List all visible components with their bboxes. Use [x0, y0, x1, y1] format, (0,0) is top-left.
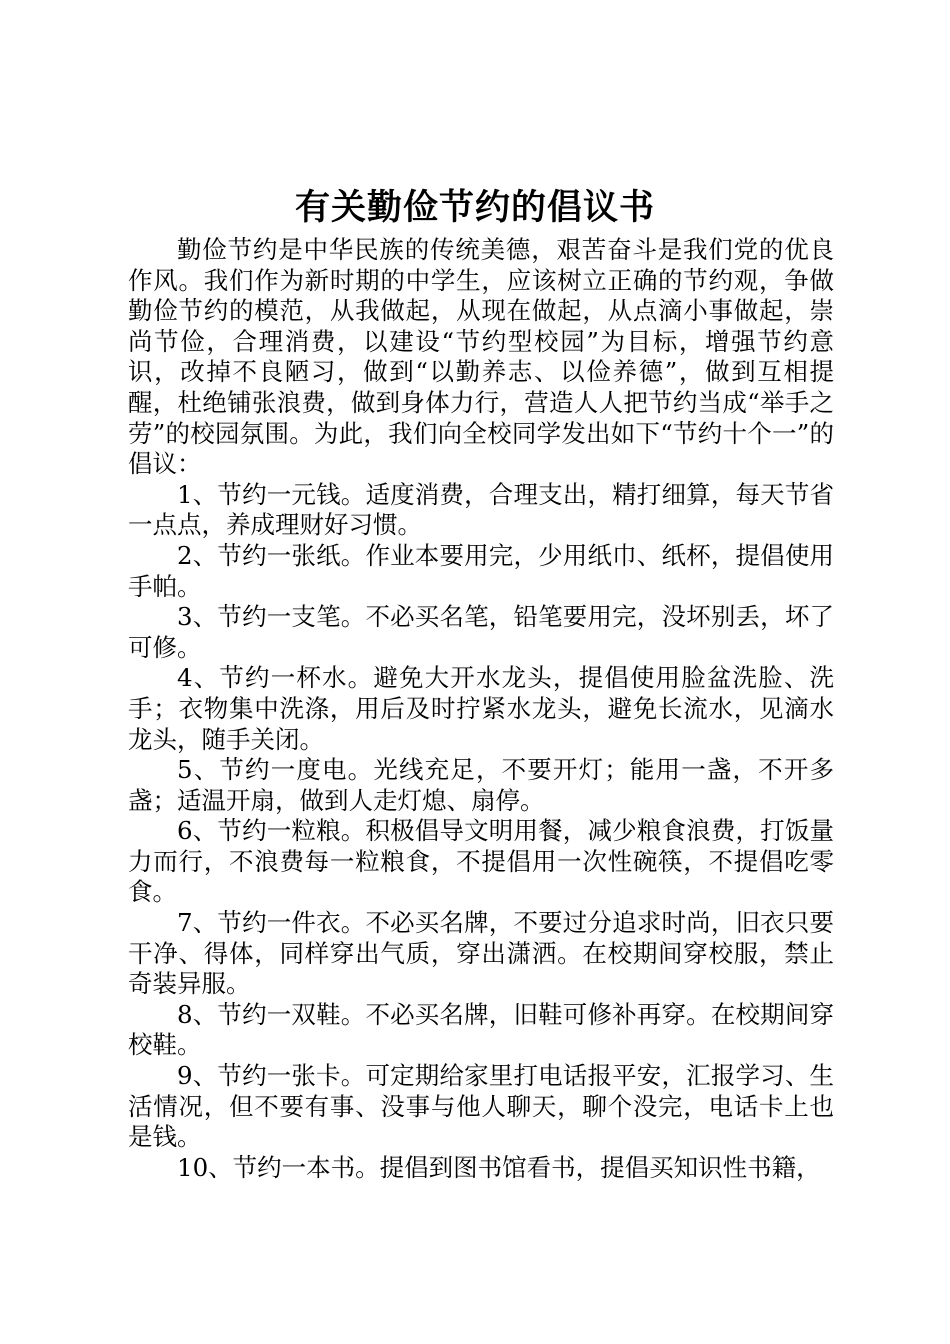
- paragraph-item-1: 1、节约一元钱。适度消费，合理支出，精打细算，每天节省一点点，养成理财好习惯。: [128, 479, 834, 540]
- paragraph-item-8: 8、节约一双鞋。不必买名牌，旧鞋可修补再穿。在校期间穿校鞋。: [128, 999, 834, 1060]
- paragraph-item-10: 10、节约一本书。提倡到图书馆看书，提倡买知识性书籍，: [177, 1152, 821, 1182]
- paragraph-item-3: 3、节约一支笔。不必买名笔，铅笔要用完，没坏别丢，坏了可修。: [128, 602, 834, 662]
- paragraph-item-9: 9、节约一张卡。可定期给家里打电话报平安，汇报学习、生活情况，但不要有事、没事与他人聊天，聊个没完，电话卡上也是钱。: [128, 1061, 834, 1152]
- paragraph-item-2: 2、节约一张纸。作业本要用完，少用纸巾、纸杯，提倡使用手帕。: [128, 540, 834, 601]
- paragraph-intro: 勤俭节约是中华民族的传统美德，艰苦奋斗是我们党的优良作风。我们作为新时期的中学生，应该树立正确的节约观，争做勤俭节约的模范，从我做起，从现在做起，从点滴小事做起，崇尚节俭，合理消费，以建设“节约型校园”为目标，增强节约意识，改掉不良陋习，做到“以勤养志、以俭养德”，做到互相提醒，杜绝铺张浪费，做到身体力行，营造人人把节约当成“举手之劳”的校园氛围。为此，我们向全校同学发出如下“节约十个一”的倡议：: [128, 235, 834, 479]
- paragraph-item-4: 4、节约一杯水。避免大开水龙头，提倡使用脸盆洗脸、洗手；衣物集中洗涤，用后及时拧紧水龙头，避免长流水，见滴水龙头，随手关闭。: [128, 663, 834, 754]
- document-title: 有关勤俭节约的倡议书: [294, 188, 655, 228]
- paragraph-item-6: 6、节约一粒粮。积极倡导文明用餐，减少粮食浪费，打饭量力而行，不浪费每一粒粮食，不提倡用一次性碗筷，不提倡吃零食。: [128, 816, 834, 907]
- paragraph-item-5: 5、节约一度电。光线充足，不要开灯；能用一盏，不开多盏；适温开扇，做到人走灯熄、扇停。: [128, 755, 834, 815]
- paragraph-item-7: 7、节约一件衣。不必买名牌，不要过分追求时尚，旧衣只要干净、得体，同样穿出气质，穿出潇洒。在校期间穿校服，禁止奇装异服。: [128, 908, 834, 999]
- document-body: [128, 235, 834, 1183]
